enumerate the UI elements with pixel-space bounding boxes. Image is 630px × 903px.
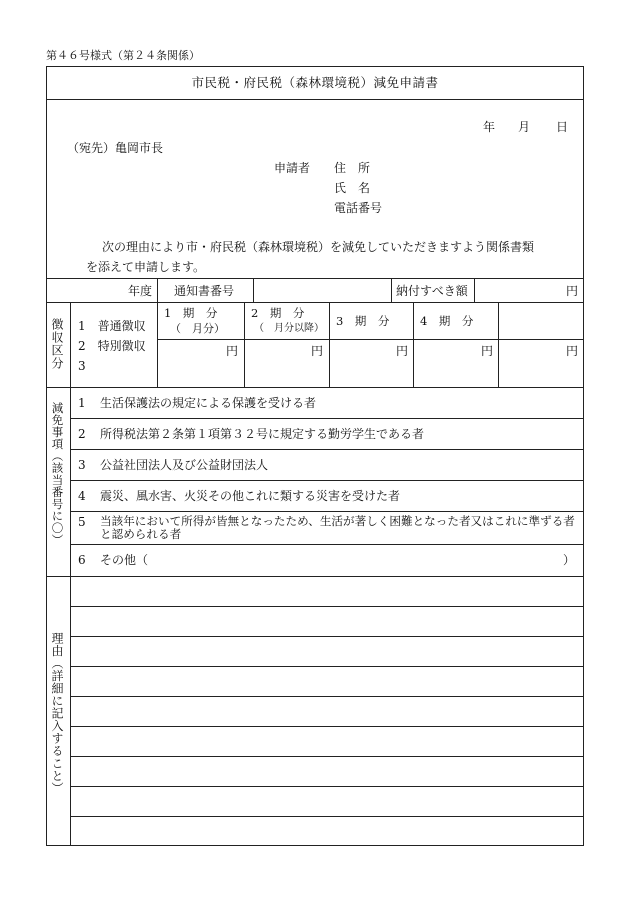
reason-line xyxy=(70,786,584,787)
col-line xyxy=(413,302,414,387)
row-divider xyxy=(46,576,584,577)
period-2-label: 2 期 分 xyxy=(251,306,305,320)
row-divider xyxy=(70,418,584,419)
period-1-month: （ 月分） xyxy=(170,322,225,335)
title-divider xyxy=(46,99,584,100)
exemption-items-label: 減免事項（該当番号に〇） xyxy=(50,402,65,546)
total-yen: 円 xyxy=(566,344,579,358)
row-divider xyxy=(70,480,584,481)
exemption-text-3: 公益社団法人及び公益財団法人 xyxy=(100,458,269,472)
amount-due-label: 納付すべき額 xyxy=(396,284,468,298)
date-day-label: 日 xyxy=(556,120,569,134)
applicant-name-label: 氏 名 xyxy=(334,181,371,195)
collection-option-special: 2 特別徴収 xyxy=(78,339,146,353)
reason-line xyxy=(70,666,584,667)
exemption-text-1: 生活保護法の規定による保護を受ける者 xyxy=(100,396,317,410)
col-line xyxy=(474,278,475,302)
reason-label: 理由（詳細に記入すること） xyxy=(50,632,64,795)
reason-line xyxy=(70,696,584,697)
col-line xyxy=(498,302,499,387)
period-1-label: 1 期 分 xyxy=(164,306,218,320)
col-line xyxy=(391,278,392,302)
collection-category-label: 徴収区分 xyxy=(50,318,64,370)
year-label: 年度 xyxy=(128,284,153,298)
row-divider xyxy=(70,511,584,512)
exemption-close-paren: ） xyxy=(563,553,576,567)
exemption-no-5: 5 xyxy=(78,515,86,529)
row-divider xyxy=(46,387,584,388)
row-divider xyxy=(46,278,584,279)
row-divider xyxy=(70,449,584,450)
period-3-label: 3 期 分 xyxy=(336,314,390,328)
col-line xyxy=(253,278,254,302)
collection-option-regular: 1 普通徴収 xyxy=(78,319,146,333)
row-divider xyxy=(46,302,584,303)
form-number: 第４６号様式（第２４条関係） xyxy=(46,49,200,62)
col-line xyxy=(244,302,245,387)
form-frame xyxy=(46,66,584,846)
addressee: （宛先）亀岡市長 xyxy=(67,141,164,155)
period-1-yen: 円 xyxy=(226,344,239,358)
applicant-address-label: 住 所 xyxy=(334,161,371,175)
notice-number-label: 通知書番号 xyxy=(174,284,235,298)
reason-line xyxy=(70,726,584,727)
exemption-text-2: 所得税法第２条第１項第３２号に規定する勤労学生である者 xyxy=(100,427,425,441)
period-2-month: （ 月分以降） xyxy=(254,323,324,334)
period-4-label: 4 期 分 xyxy=(420,314,474,328)
col-line xyxy=(70,387,71,576)
applicant-phone-label: 電話番号 xyxy=(334,201,383,215)
exemption-text-6: その他（ xyxy=(100,553,149,567)
row-divider xyxy=(157,339,584,340)
col-line xyxy=(157,278,158,302)
exemption-text-5: 当該年において所得が皆無となったため、生活が著しく困難となった者又はこれに準ずる者と認められる者 xyxy=(100,514,575,541)
request-text-line2: を添えて申請します。 xyxy=(86,260,206,274)
date-year-label: 年 xyxy=(483,120,496,134)
collection-option-3: 3 xyxy=(78,359,86,373)
col-line xyxy=(70,576,71,846)
date-month-label: 月 xyxy=(518,120,531,134)
reason-line xyxy=(70,606,584,607)
col-line xyxy=(157,302,158,387)
period-2-yen: 円 xyxy=(311,344,324,358)
form-title: 市民税・府民税（森林環境税）減免申請書 xyxy=(191,75,439,90)
col-line xyxy=(329,302,330,387)
row-divider xyxy=(70,544,584,545)
exemption-no-3: 3 xyxy=(78,458,86,472)
exemption-no-2: 2 xyxy=(78,427,86,441)
reason-line xyxy=(70,816,584,817)
exemption-no-4: 4 xyxy=(78,489,86,503)
exemption-text-4: 震災、風水害、火災その他これに類する災害を受けた者 xyxy=(100,489,401,503)
period-3-yen: 円 xyxy=(396,344,409,358)
exemption-no-1: 1 xyxy=(78,396,86,410)
reason-line xyxy=(70,636,584,637)
period-4-yen: 円 xyxy=(481,344,494,358)
exemption-no-6: 6 xyxy=(78,553,86,567)
col-line xyxy=(70,302,71,387)
request-text-line1: 次の理由により市・府民税（森林環境税）を減免していただきますよう関係書類 xyxy=(102,240,535,254)
reason-line xyxy=(70,756,584,757)
applicant-label: 申請者 xyxy=(274,161,311,175)
amount-due-yen: 円 xyxy=(566,284,579,298)
